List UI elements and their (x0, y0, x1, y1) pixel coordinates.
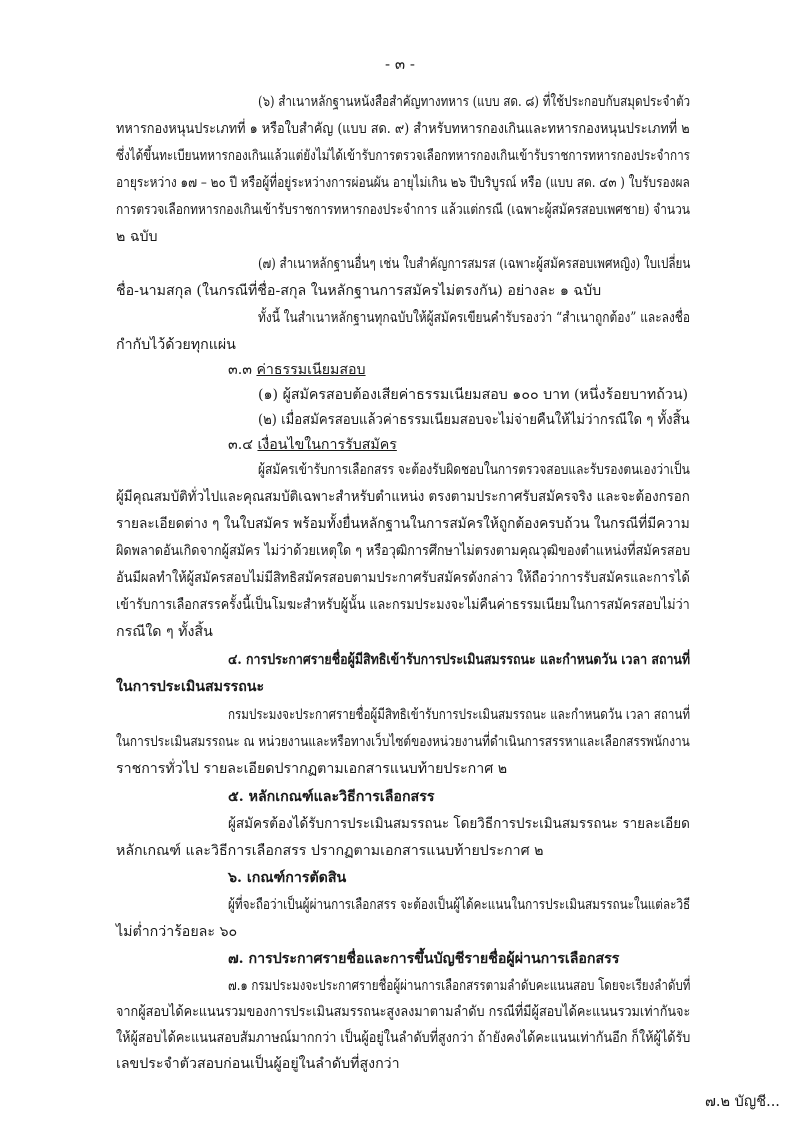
fee-item-2: (๒) เมื่อสมัครสอบแล้วค่าธรรมเนียมสอบจะไม่จ่ายคืนให้ไม่ว่ากรณีใด ๆ ทั้งสิ้น (258, 412, 690, 428)
section-4-line-3: ราชการทั่วไป รายละเอียดปรากฏตามเอกสารแนบท้ายประกาศ ๒ (116, 761, 508, 777)
item7-line-2: ชื่อ-นามสกุล (ในกรณีที่ชื่อ-สกุล ในหลักฐานการสมัครไม่ตรงกัน) อย่างละ ๑ ฉบับ (116, 283, 602, 299)
section-3-4-number: ๓.๔ (228, 437, 253, 453)
section-4-line-1: กรมประมงจะประกาศรายชื่อผู้มีสิทธิเข้ารับการประเมินสมรรถนะ และกำหนดวัน เวลา สถานที่ (228, 707, 691, 723)
section-3-3-title: ค่าธรรมเนียมสอบ (256, 362, 366, 378)
section-7-heading: ๗. การประกาศรายชื่อและการขึ้นบัญชีรายชื่อผู้ผ่านการเลือกสรร (228, 951, 620, 967)
item6-line-4: อายุระหว่าง ๑๗ – ๒๐ ปี หรือผู้ที่อยู่ระหว่างการผ่อนผัน อายุไม่เกิน ๒๖ ปีบริบูรณ์ หรือ (แบบ สด. ๔๓ ) ใบรับรองผล (116, 175, 690, 191)
item6-line-3: ซึ่งได้ขึ้นทะเบียนทหารกองเกินแล้วแต่ยังไม่ได้เข้ารับการตรวจเลือกทหารกองเกินเข้ารับราชการทหารกองประจำการ (116, 148, 690, 164)
conditions-line-1: ผู้สมัครเข้ารับการเลือกสรร จะต้องรับผิดชอบในการตรวจสอบและรับรองตนเองว่าเป็น (258, 462, 690, 478)
note-line-1: ทั้งนี้ ในสำเนาหลักฐานทุกฉบับให้ผู้สมัครเขียนคำรับรองว่า “สำเนาถูกต้อง” และลงชื่อ (258, 310, 691, 326)
item6-line-2: ทหารกองหนุนประเภทที่ ๑ หรือใบสำคัญ (แบบ สด. ๙) สำหรับทหารกองเกินและทหารกองหนุนประเภทที่ ๒ (116, 121, 690, 137)
conditions-line-7: กรณีใด ๆ ทั้งสิ้น (116, 624, 213, 640)
section-7-line-1: ๗.๑ กรมประมงจะประกาศรายชื่อผู้ผ่านการเลือกสรรตามลำดับคะแนนสอบ โดยจะเรียงลำดับที่ (228, 978, 691, 994)
conditions-line-5: อันมีผลทำให้ผู้สมัครสอบไม่มีสิทธิสมัครสอบตามประกาศรับสมัครดังกล่าว ให้ถือว่าการรับสมัครและการได้ (116, 570, 690, 586)
section-5-line-2: หลักเกณฑ์ และวิธีการเลือกสรร ปรากฏตามเอกสารแนบท้ายประกาศ ๒ (116, 843, 544, 859)
section-7-line-4: เลขประจำตัวสอบก่อนเป็นผู้อยู่ในลำดับที่สูงกว่า (116, 1056, 400, 1072)
continuation-marker: ๗.๒ บัญชี... (705, 1094, 780, 1110)
section-4-heading-line-1: ๔. การประกาศรายชื่อผู้มีสิทธิเข้ารับการประเมินสมรรถนะ และกำหนดวัน เวลา สถานที่ (228, 652, 691, 668)
conditions-line-2: ผู้มีคุณสมบัติทั่วไปและคุณสมบัติเฉพาะสำหรับตำแหน่ง ตรงตามประกาศรับสมัครจริง และจะต้องกรอก (116, 489, 690, 505)
section-3-4-heading (228, 433, 397, 457)
fee-item-1: (๑) ผู้สมัครสอบต้องเสียค่าธรรมเนียมสอบ ๑๐๐ บาท (หนึ่งร้อยบาทถ้วน) (258, 387, 689, 403)
note-line-2: กำกับไว้ด้วยทุกแผ่น (116, 337, 236, 353)
section-5-line-1: ผู้สมัครต้องได้รับการประเมินสมรรถนะ โดยวิธีการประเมินสมรรถนะ รายละเอียด (228, 816, 690, 832)
section-7-line-3: ให้ผู้สอบได้คะแนนสอบสัมภาษณ์มากกว่า เป็นผู้อยู่ในลำดับที่สูงกว่า ถ้ายังคงได้คะแนนเท่ากันอีก ก็ให้ผู้ได้รับ (116, 1030, 691, 1046)
section-3-4-title: เงื่อนไขในการรับสมัคร (257, 437, 397, 453)
conditions-line-4: ผิดพลาดอันเกิดจากผู้สมัคร ไม่ว่าด้วยเหตุใด ๆ หรือวุฒิการศึกษาไม่ตรงตามคุณวุฒิของตำแหน่งที่สมัครสอบ (116, 543, 691, 559)
section-6-heading: ๖. เกณฑ์การตัดสิน (228, 870, 347, 886)
section-3-3-number: ๓.๓ (228, 362, 252, 378)
item6-line-1: (๖) สำเนาหลักฐานหนังสือสำคัญทางทหาร (แบบ สด. ๘) ที่ใช้ประกอบกับสมุดประจำตัว (258, 94, 691, 110)
item7-line-1: (๗) สำเนาหลักฐานอื่นๆ เช่น ใบสำคัญการสมรส (เฉพาะผู้สมัครสอบเพศหญิง) ใบเปลี่ยน (258, 256, 691, 272)
section-7-line-2: จากผู้สอบได้คะแนนรวมของการประเมินสมรรถนะสูงลงมาตามลำดับ กรณีที่มีผู้สอบได้คะแนนรวมเท่ากันจะ (116, 1004, 691, 1020)
page-number: - ๓ - (385, 55, 415, 73)
item6-line-5: การตรวจเลือกทหารกองเกินเข้ารับราชการทหารกองประจำการ แล้วแต่กรณี (เฉพาะผู้สมัครสอบเพศชาย) จำนวน (116, 202, 690, 218)
section-6-line-1: ผู้ที่จะถือว่าเป็นผู้ผ่านการเลือกสรร จะต้องเป็นผู้ได้คะแนนในการประเมินสมรรถนะในแต่ละวิธี (228, 897, 691, 913)
section-3-3-heading (228, 358, 366, 382)
section-4-line-2: ในการประเมินสมรรถนะ ณ หน่วยงานและหรือทางเว็บไซต์ของหน่วยงานที่ดำเนินการสรรหาและเลือกสรรพนักงาน (116, 734, 690, 750)
item6-line-6: ๒ ฉบับ (116, 229, 158, 245)
section-6-line-2: ไม่ต่ำกว่าร้อยละ ๖๐ (116, 924, 238, 940)
conditions-line-3: รายละเอียดต่าง ๆ ในใบสมัคร พร้อมทั้งยื่นหลักฐานในการสมัครให้ถูกต้องครบถ้วน ในกรณีที่มีความ (116, 516, 690, 532)
conditions-line-6: เข้ารับการเลือกสรรครั้งนี้เป็นโมฆะสำหรับผู้นั้น และกรมประมงจะไม่คืนค่าธรรมเนียมในการสมัครสอบไม่ว่า (116, 597, 690, 613)
section-4-heading-line-2: ในการประเมินสมรรถนะ (116, 679, 265, 695)
section-5-heading: ๕. หลักเกณฑ์และวิธีการเลือกสรร (228, 789, 435, 805)
